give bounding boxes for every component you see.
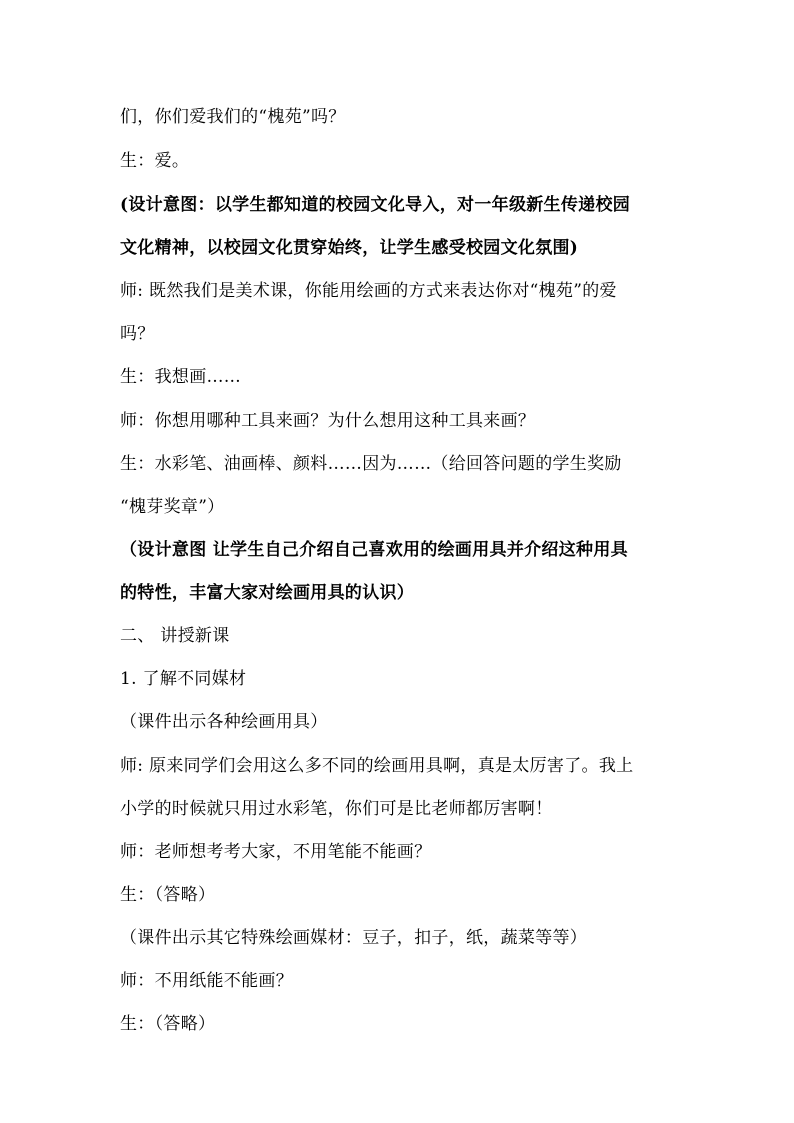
section-heading: 二、 讲授新课 [120,626,230,646]
text-line-20: （课件出示其它特殊绘画媒材：豆子，扣子，纸，蔬菜等等） [120,928,588,948]
text-line-2: 生：爱。 [120,151,190,171]
text-line-21: 师：不用纸能不能画？ [120,971,293,991]
text-line-15: （课件出示各种绘画用具） [120,712,328,732]
text-line-9: 生：水彩笔、油画棒、颜料……因为……（给回答问题的学生奖励 [120,454,622,474]
design-intent-line-4: 的特性，丰富大家对绘画用具的认识） [120,583,415,603]
text-line-18: 师：老师想考考大家，不用笔能不能画？ [120,842,432,862]
text-line-5: 师: 既然我们是美术课，你能用绘画的方式来表达你对“槐苑”的爱 [120,281,617,301]
text-line-19: 生：（答略） [120,885,216,905]
text-line-8: 师：你想用哪种工具来画？为什么想用这种工具来画？ [120,411,536,431]
text-line-17: 小学的时候就只用过水彩笔，你们可是比老师都厉害啊！ [120,799,553,819]
design-intent-line-1: (设计意图：以学生都知道的校园文化导入，对一年级新生传递校园 [120,195,631,215]
text-line-16: 师: 原来同学们会用这么多不同的绘画用具啊，真是太厉害了。我上 [120,756,634,776]
text-line-7: 生：我想画…… [120,367,242,387]
design-intent-line-2: 文化精神，以校园文化贯穿始终，让学生感受校园文化氛围) [120,238,579,258]
text-line-6: 吗？ [120,324,155,344]
design-intent-line-3: （设计意图 让学生自己介绍自己喜欢用的绘画用具并介绍这种用具 [120,540,628,560]
text-line-1: 们，你们爱我们的“槐苑”吗？ [120,107,346,127]
text-line-10: “槐芽奖章”） [120,497,225,517]
text-line-22: 生：（答略） [120,1014,216,1034]
subsection-heading: 1. 了解不同媒材 [120,669,247,689]
